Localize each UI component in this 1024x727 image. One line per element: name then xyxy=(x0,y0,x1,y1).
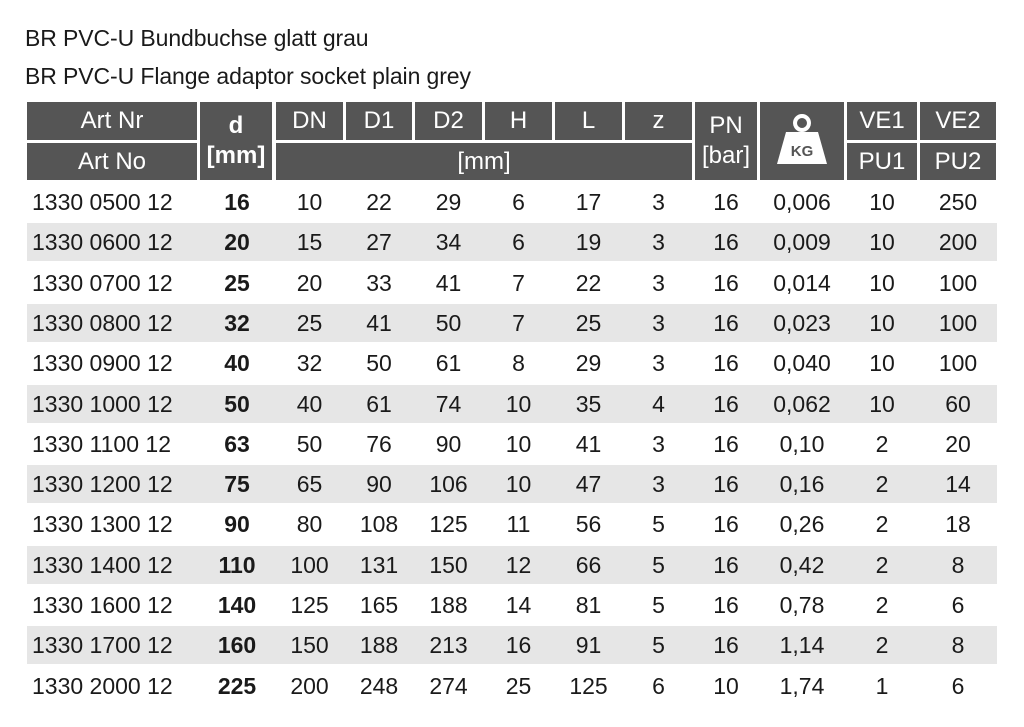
cell-dn: 125 xyxy=(290,592,329,618)
cell-art: 1330 0900 12 xyxy=(32,350,173,377)
cell-d1: 76 xyxy=(366,430,392,457)
cell-l: 56 xyxy=(575,511,602,538)
cell-d2: 29 xyxy=(435,189,462,215)
cell-ve1: 2 xyxy=(875,551,889,578)
cell-h: 11 xyxy=(506,511,531,538)
cell-d: 75 xyxy=(224,471,250,498)
cell-z: 3 xyxy=(652,309,665,336)
table-row xyxy=(27,586,997,624)
cell-h: 6 xyxy=(512,189,525,215)
header-ve2: VE2 xyxy=(920,102,996,140)
cell-kg: 0,16 xyxy=(779,471,825,498)
cell-d1: 188 xyxy=(359,632,399,659)
cell-l: 35 xyxy=(575,390,602,417)
cell-z: 5 xyxy=(652,551,665,578)
cell-ve2: 8 xyxy=(951,551,965,578)
table-row xyxy=(27,264,997,302)
table-row xyxy=(27,626,997,664)
cell-art: 1330 1400 12 xyxy=(32,551,173,578)
cell-d: 140 xyxy=(217,592,257,618)
cell-ve2: 60 xyxy=(945,390,971,417)
cell-z: 3 xyxy=(652,269,665,296)
cell-ve1: 10 xyxy=(869,189,895,215)
kg-icon-text: KG xyxy=(790,143,814,160)
cell-d2: 74 xyxy=(435,390,462,417)
header-pn-label: PN xyxy=(709,112,743,139)
table-row xyxy=(27,505,997,543)
cell-d2: 150 xyxy=(429,551,468,578)
cell-ve1: 10 xyxy=(869,390,895,417)
cell-h: 12 xyxy=(505,551,532,578)
cell-dn: 15 xyxy=(296,229,323,256)
cell-l: 81 xyxy=(575,592,602,618)
cell-ve2: 250 xyxy=(938,189,978,215)
cell-art: 1330 0500 12 xyxy=(32,189,173,215)
cell-h: 7 xyxy=(512,269,525,296)
header-d1: D1 xyxy=(346,102,412,140)
cell-h: 25 xyxy=(505,672,532,699)
cell-ve2: 6 xyxy=(951,672,965,699)
cell-d2: 41 xyxy=(435,269,462,296)
cell-h: 14 xyxy=(505,592,532,618)
cell-art: 1330 2000 12 xyxy=(32,672,173,699)
cell-d2: 61 xyxy=(435,350,462,377)
cell-kg: 1,74 xyxy=(779,672,825,699)
cell-kg: 0,009 xyxy=(773,229,831,256)
cell-h: 6 xyxy=(512,229,525,256)
cell-d1: 248 xyxy=(359,672,399,699)
cell-ve2: 18 xyxy=(945,511,971,538)
cell-kg: 0,10 xyxy=(779,430,825,457)
cell-dn: 10 xyxy=(296,189,323,215)
cell-art: 1330 0700 12 xyxy=(32,269,173,296)
header-h: H xyxy=(485,102,552,140)
cell-ve2: 6 xyxy=(951,592,965,618)
cell-ve1: 2 xyxy=(875,471,889,498)
header-pn-unit: [bar] xyxy=(701,142,751,169)
cell-d1: 50 xyxy=(366,350,392,377)
cell-l: 91 xyxy=(575,632,602,659)
cell-pn: 16 xyxy=(713,430,739,457)
cell-d: 225 xyxy=(217,672,257,699)
cell-ve1: 2 xyxy=(875,511,889,538)
cell-h: 10 xyxy=(505,430,532,457)
table-row xyxy=(27,546,997,584)
cell-pn: 16 xyxy=(713,229,739,256)
cell-d1: 33 xyxy=(366,269,392,296)
cell-l: 29 xyxy=(575,350,602,377)
table-row xyxy=(27,667,997,705)
cell-kg: 1,14 xyxy=(779,632,825,659)
cell-l: 22 xyxy=(575,269,602,296)
cell-pn: 16 xyxy=(713,189,739,215)
cell-d: 32 xyxy=(224,309,250,336)
cell-dn: 65 xyxy=(296,471,323,498)
cell-l: 25 xyxy=(575,309,602,336)
cell-z: 6 xyxy=(652,672,665,699)
cell-d1: 108 xyxy=(359,511,399,538)
cell-d1: 41 xyxy=(366,309,392,336)
cell-ve2: 100 xyxy=(938,309,978,336)
cell-h: 7 xyxy=(512,309,525,336)
cell-z: 4 xyxy=(652,390,665,417)
kg-weight-icon xyxy=(772,112,832,170)
cell-z: 5 xyxy=(652,592,665,618)
cell-pn: 16 xyxy=(713,592,739,618)
cell-d: 50 xyxy=(224,390,250,417)
cell-d1: 27 xyxy=(366,229,392,256)
cell-z: 3 xyxy=(652,471,665,498)
cell-ve1: 10 xyxy=(869,309,895,336)
header-mm-unit: [mm] xyxy=(276,143,692,180)
cell-ve2: 100 xyxy=(938,269,978,296)
cell-ve1: 2 xyxy=(875,592,889,618)
cell-ve1: 2 xyxy=(875,632,889,659)
cell-l: 66 xyxy=(575,551,602,578)
table-row xyxy=(27,304,997,342)
header-d2: D2 xyxy=(415,102,482,140)
cell-ve1: 10 xyxy=(869,350,895,377)
cell-kg: 0,062 xyxy=(773,390,831,417)
cell-d: 16 xyxy=(224,189,250,215)
cell-pn: 16 xyxy=(713,632,739,659)
header-art-no: Art No xyxy=(27,143,197,180)
cell-h: 10 xyxy=(505,471,532,498)
cell-dn: 32 xyxy=(296,350,323,377)
cell-ve1: 10 xyxy=(869,229,895,256)
cell-l: 47 xyxy=(575,471,602,498)
cell-dn: 50 xyxy=(296,430,323,457)
table-row xyxy=(27,425,997,463)
cell-dn: 20 xyxy=(296,269,323,296)
title-german: BR PVC-U Bundbuchse glatt grau xyxy=(25,25,369,51)
cell-pn: 16 xyxy=(713,350,739,377)
cell-ve1: 2 xyxy=(875,430,889,457)
cell-art: 1330 1100 12 xyxy=(32,430,171,457)
cell-art: 1330 1700 12 xyxy=(32,632,173,659)
cell-d: 90 xyxy=(224,511,250,538)
table-row xyxy=(27,183,997,221)
cell-l: 125 xyxy=(569,672,608,699)
cell-d2: 213 xyxy=(429,632,468,659)
header-d xyxy=(200,102,272,180)
cell-ve2: 8 xyxy=(951,632,965,659)
cell-kg: 0,42 xyxy=(779,551,825,578)
cell-d2: 274 xyxy=(429,672,468,699)
cell-art: 1330 1300 12 xyxy=(32,511,173,538)
cell-z: 3 xyxy=(652,430,665,457)
cell-d: 110 xyxy=(218,551,256,578)
cell-z: 3 xyxy=(652,229,665,256)
cell-pn: 16 xyxy=(713,551,739,578)
cell-d: 25 xyxy=(224,269,250,296)
cell-kg: 0,014 xyxy=(773,269,831,296)
cell-h: 10 xyxy=(505,390,532,417)
cell-l: 41 xyxy=(575,430,602,457)
cell-kg: 0,023 xyxy=(773,309,831,336)
header-pn xyxy=(695,102,757,180)
cell-ve2: 100 xyxy=(938,350,978,377)
cell-pn: 16 xyxy=(713,269,739,296)
cell-art: 1330 0800 12 xyxy=(32,309,173,336)
table-row xyxy=(27,465,997,503)
cell-ve1: 1 xyxy=(875,672,889,699)
cell-l: 19 xyxy=(575,229,602,256)
cell-kg: 0,006 xyxy=(773,189,831,215)
cell-art: 1330 0600 12 xyxy=(32,229,173,256)
cell-pn: 16 xyxy=(713,309,739,336)
header-art-nr: Art Nr xyxy=(27,102,197,140)
table-row xyxy=(27,385,997,423)
cell-d: 160 xyxy=(217,632,257,659)
cell-dn: 25 xyxy=(296,309,323,336)
cell-dn: 80 xyxy=(296,511,323,538)
cell-d1: 61 xyxy=(366,390,392,417)
cell-d: 63 xyxy=(224,430,250,457)
header-d-label: d xyxy=(228,112,244,139)
cell-kg: 0,26 xyxy=(779,511,825,538)
cell-art: 1330 1000 12 xyxy=(32,390,173,417)
title-english: BR PVC-U Flange adaptor socket plain grey xyxy=(25,63,471,89)
cell-d: 40 xyxy=(224,350,250,377)
cell-d1: 90 xyxy=(366,471,392,498)
cell-pn: 10 xyxy=(713,672,739,699)
cell-d2: 106 xyxy=(429,471,468,498)
cell-pn: 16 xyxy=(713,471,739,498)
cell-pn: 16 xyxy=(713,390,739,417)
cell-dn: 150 xyxy=(290,632,329,659)
header-l: L xyxy=(555,102,622,140)
cell-art: 1330 1200 12 xyxy=(32,471,173,498)
cell-dn: 40 xyxy=(296,390,323,417)
cell-d1: 165 xyxy=(359,592,399,618)
cell-d1: 131 xyxy=(359,551,399,578)
header-pu2: PU2 xyxy=(920,143,996,180)
cell-pn: 16 xyxy=(713,511,739,538)
header-dn: DN xyxy=(276,102,343,140)
cell-z: 5 xyxy=(652,632,665,659)
cell-d2: 125 xyxy=(429,511,468,538)
cell-kg: 0,040 xyxy=(773,350,831,377)
cell-ve2: 200 xyxy=(938,229,978,256)
header-d-unit: [mm] xyxy=(206,142,266,169)
cell-h: 16 xyxy=(505,632,532,659)
header-weight xyxy=(760,102,844,180)
cell-d: 20 xyxy=(224,229,250,256)
header-ve1: VE1 xyxy=(847,102,917,140)
cell-z: 5 xyxy=(652,511,665,538)
cell-d1: 22 xyxy=(366,189,392,215)
cell-ve2: 14 xyxy=(945,471,971,498)
table-row xyxy=(27,223,997,261)
header-pu1: PU1 xyxy=(847,143,917,180)
cell-ve1: 10 xyxy=(869,269,895,296)
cell-d2: 188 xyxy=(429,592,468,618)
cell-d2: 50 xyxy=(435,309,462,336)
cell-d2: 34 xyxy=(435,229,462,256)
cell-d2: 90 xyxy=(435,430,462,457)
header-z: z xyxy=(625,102,692,140)
table-row xyxy=(27,344,997,382)
cell-kg: 0,78 xyxy=(779,592,825,618)
cell-z: 3 xyxy=(652,350,665,377)
cell-l: 17 xyxy=(575,189,602,215)
cell-h: 8 xyxy=(512,350,525,377)
cell-dn: 200 xyxy=(290,672,329,699)
cell-dn: 100 xyxy=(290,551,329,578)
cell-z: 3 xyxy=(652,189,665,215)
cell-ve2: 20 xyxy=(945,430,971,457)
cell-art: 1330 1600 12 xyxy=(32,592,173,618)
